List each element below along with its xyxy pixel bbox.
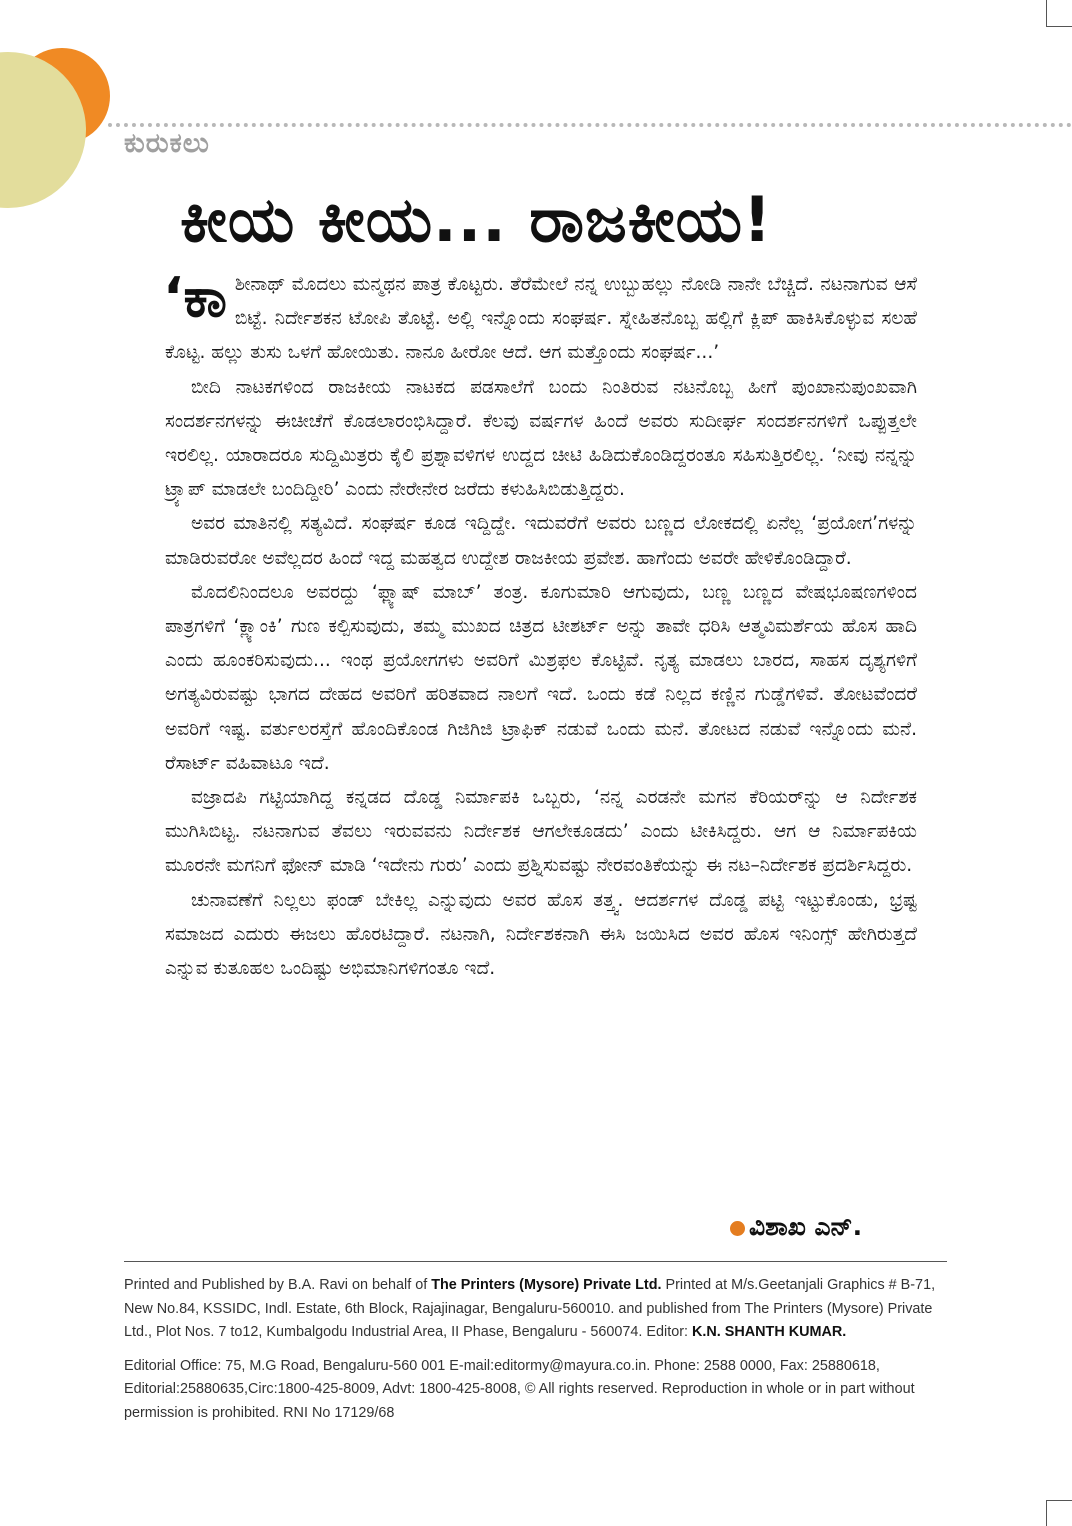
article-paragraph-1 bbox=[165, 268, 917, 371]
footer-rule bbox=[124, 1261, 947, 1262]
decorative-circles bbox=[0, 0, 120, 210]
imprint-text: Printed and Published by B.A. Ravi on behalf of bbox=[124, 1277, 432, 1293]
imprint-publisher bbox=[124, 1274, 947, 1345]
editor-name: K.N. SHANTH KUMAR. bbox=[691, 1324, 847, 1340]
imprint-block bbox=[124, 1274, 947, 1435]
article-paragraph-4: ಮೊದಲಿನಿಂದಲೂ ಅವರದ್ದು ‘ಫ್ಲ್ಯಾಷ್ ಮಾಬ್’ ತಂತ್ರ. ಕೂಗುಮಾರಿ ಆಗುವುದು, ಬಣ್ಣ ಬಣ್ಣದ ವೇಷಭೂಷಣಗಳಿಂದ ಪಾತ್ರಗಳಿಗೆ ‘ಕ್ಲ್ಯಾಂಕಿ’ ಗುಣ ಕಲ್ಪಿಸುವುದು, ತಮ್ಮ ಮುಖದ ಚಿತ್ರದ ಟೀಶರ್ಟ್ ಅನ್ನು ತಾವೇ ಧರಿಸಿ ಆತ್ಮವಿಮರ್ಶೆಯ ಹೊಸ ಹಾದಿ ಎಂದು ಹೂಂಕರಿಸುವುದು... ಇಂಥ ಪ್ರಯೋಗಗಳು ಅವರಿಗೆ ಮಿಶ್ರಫಲ ಕೊಟ್ಟಿವೆ. ನೃತ್ಯ ಮಾಡಲು ಬಾರದ, ಸಾಹಸ ದೃಶ್ಯಗಳಿಗೆ ಅಗತ್ಯವಿರುವಷ್ಟು ಭಾಗದ ದೇಹದ ಅವರಿಗೆ ಹರಿತವಾದ ನಾಲಗೆ ಇದೆ. ಒಂದು ಕಡೆ ನಿಲ್ಲದ ಕಣ್ಣಿನ ಗುಡ್ಡೆಗಳಿವೆ. ತೋಟವೆಂದರೆ ಅವರಿಗೆ ಇಷ್ಟ. ವರ್ತುಲರಸ್ತೆಗೆ ಹೊಂದಿಕೊಂಡ ಗಿಜಿಗಿಜಿ ಟ್ರಾಫಿಕ್ ನಡುವೆ ಒಂದು ಮನೆ. ತೋಟದ ನಡುವೆ ಇನ್ನೊಂದು ಮನೆ. ರೆಸಾರ್ಟ್ ವಹಿವಾಟೂ ಇದೆ. bbox=[165, 581, 917, 774]
crop-mark-top-right bbox=[1046, 0, 1072, 27]
imprint-office: Editorial Office: 75, M.G Road, Bengaluru-560 001 E-mail:editormy@mayura.co.in. Phone: 2588 0000, Fax: 25880618, Editorial:25880635,Circ:1800-425-8009, Advt: 1800-425-8008, © All rights reserved. Reproduction in whole or in part without permission is prohibited. RNI No 17129/68 bbox=[124, 1357, 915, 1421]
article-body bbox=[165, 268, 917, 986]
section-label: ಕುರುಕಲು bbox=[124, 128, 210, 159]
article-paragraph-5: ವಜ್ರಾದಪಿ ಗಟ್ಟಿಯಾಗಿದ್ದ ಕನ್ನಡದ ದೊಡ್ಡ ನಿರ್ಮಾಪಕಿ ಒಬ್ಬರು, ‘ನನ್ನ ಎರಡನೇ ಮಗನ ಕೆರಿಯರ್‌ನ್ನು ಆ ನಿರ್ದೇಶಕ ಮುಗಿಸಿಬಿಟ್ಟ. ನಟನಾಗುವ ತೆವಲು ಇರುವವನು ನಿರ್ದೇಶಕ ಆಗಲೇಕೂಡದು’ ಎಂದು ಟೀಕಿಸಿದ್ದರು. ಆಗ ಆ ನಿರ್ಮಾಪಕಿಯ ಮೂರನೇ ಮಗನಿಗೆ ಫೋನ್ ಮಾಡಿ ‘ಇದೇನು ಗುರು’ ಎಂದು ಪ್ರಶ್ನಿಸುವಷ್ಟು ನೇರವಂತಿಕೆಯನ್ನು ಈ ನಟ–ನಿರ್ದೇಶಕ ಪ್ರದರ್ಶಿಸಿದ್ದರು. bbox=[165, 787, 917, 877]
imprint-text: Printed at M/s.Geetanjali Graphics # B-71, New No.84, KSSIDC, Indl. Estate, 6th Block, Rajajinagar, Bengaluru-560010. and published from The Printers (Mysore) Private Ltd., Plot Nos. 7 to12, Kumbalgodu Industrial Area, II Phase, Bengaluru - 560074. Editor: bbox=[124, 1277, 936, 1340]
bullet-icon bbox=[730, 1221, 745, 1236]
article-paragraph-2: ಬೀದಿ ನಾಟಕಗಳಿಂದ ರಾಜಕೀಯ ನಾಟಕದ ಪಡಸಾಲೆಗೆ ಬಂದು ನಿಂತಿರುವ ನಟನೊಬ್ಬ ಹೀಗೆ ಪುಂಖಾನುಪುಂಖವಾಗಿ ಸಂದರ್ಶನಗಳನ್ನು ಈಚೀಚೆಗೆ ಕೊಡಲಾರಂಭಿಸಿದ್ದಾರೆ. ಕೆಲವು ವರ್ಷಗಳ ಹಿಂದೆ ಅವರು ಸುದೀರ್ಘ ಸಂದರ್ಶನಗಳಿಗೆ ಒಪ್ಪುತ್ತಲೇ ಇರಲಿಲ್ಲ. ಯಾರಾದರೂ ಸುದ್ದಿಮಿತ್ರರು ಕೈಲಿ ಪ್ರಶ್ನಾವಳಿಗಳ ಉದ್ದದ ಚೀಟಿ ಹಿಡಿದುಕೊಂಡಿದ್ದರಂತೂ ಸಹಿಸುತ್ತಿರಲಿಲ್ಲ. ‘ನೀವು ನನ್ನನ್ನು ಟ್ರ್ಯಾಪ್ ಮಾಡಲೇ ಬಂದಿದ್ದೀರಿ’ ಎಂದು ನೇರೇನೇರ ಜರೆದು ಕಳುಹಿಸಿಬಿಡುತ್ತಿದ್ದರು. bbox=[165, 376, 917, 501]
page-title: ಕೀಯ ಕೀಯ... ರಾಜಕೀಯ! bbox=[180, 183, 773, 256]
author-name: ವಿಶಾಖ ಎನ್. bbox=[749, 1212, 863, 1241]
article-paragraph-3: ಅವರ ಮಾತಿನಲ್ಲಿ ಸತ್ಯವಿದೆ. ಸಂಘರ್ಷ ಕೂಡ ಇದ್ದಿದ್ದೇ. ಇದುವರೆಗೆ ಅವರು ಬಣ್ಣದ ಲೋಕದಲ್ಲಿ ಏನೆಲ್ಲ ‘ಪ್ರಯೋಗ’ಗಳನ್ನು ಮಾಡಿರುವರೋ ಅವೆಲ್ಲದರ ಹಿಂದೆ ಇದ್ದ ಮಹತ್ವದ ಉದ್ದೇಶ ರಾಜಕೀಯ ಪ್ರವೇಶ. ಹಾಗೆಂದು ಅವರೇ ಹೇಳಿಕೊಂಡಿದ್ದಾರೆ. bbox=[165, 513, 917, 569]
paragraph-text: ಶೀನಾಥ್ ಮೊದಲು ಮನ್ಮಥನ ಪಾತ್ರ ಕೊಟ್ಟರು. ತೆರೆಮೇಲೆ ನನ್ನ ಉಬ್ಬುಹಲ್ಲು ನೋಡಿ ನಾನೇ ಬೆಚ್ಚಿದೆ. ನಟನಾಗುವ ಆಸೆ ಬಿಟ್ಟೆ. ನಿರ್ದೇಶಕನ ಟೋಪಿ ತೊಟ್ಟೆ. ಅಲ್ಲಿ ಇನ್ನೊಂದು ಸಂಘರ್ಷ. ಸ್ನೇಹಿತನೊಬ್ಬ ಹಲ್ಲಿಗೆ ಕ್ಲಿಪ್ ಹಾಕಿಸಿಕೊಳ್ಳುವ ಸಲಹೆ ಕೊಟ್ಟ. ಹಲ್ಲು ತುಸು ಒಳಗೆ ಹೋಯಿತು. ನಾನೂ ಹೀರೋ ಆದೆ. ಆಗ ಮತ್ತೊಂದು ಸಂಘರ್ಷ...’ bbox=[165, 274, 917, 364]
article-paragraph-6: ಚುನಾವಣೆಗೆ ನಿಲ್ಲಲು ಫಂಡ್ ಬೇಕಿಲ್ಲ ಎನ್ನುವುದು ಅವರ ಹೊಸ ತತ್ತ್ವ. ಆದರ್ಶಗಳ ದೊಡ್ಡ ಪಟ್ಟಿ ಇಟ್ಟುಕೊಂಡು, ಭ್ರಷ್ಟ ಸಮಾಜದ ಎದುರು ಈಜಲು ಹೊರಟಿದ್ದಾರೆ. ನಟನಾಗಿ, ನಿರ್ದೇಶಕನಾಗಿ ಈಸಿ ಜಯಿಸಿದ ಅವರ ಹೊಸ ಇನಿಂಗ್ಸ್ ಹೇಗಿರುತ್ತದೆ ಎನ್ನುವ ಕುತೂಹಲ ಒಂದಿಷ್ಟು ಅಭಿಮಾನಿಗಳಿಗಂತೂ ಇದೆ. bbox=[165, 889, 918, 980]
dotted-divider bbox=[108, 123, 1072, 131]
author-byline bbox=[730, 1212, 862, 1242]
drop-cap: ‘ಕಾ bbox=[163, 266, 227, 329]
crop-mark-bottom-right bbox=[1046, 1500, 1072, 1526]
publisher-name: The Printers (Mysore) Private Ltd. bbox=[431, 1277, 662, 1293]
